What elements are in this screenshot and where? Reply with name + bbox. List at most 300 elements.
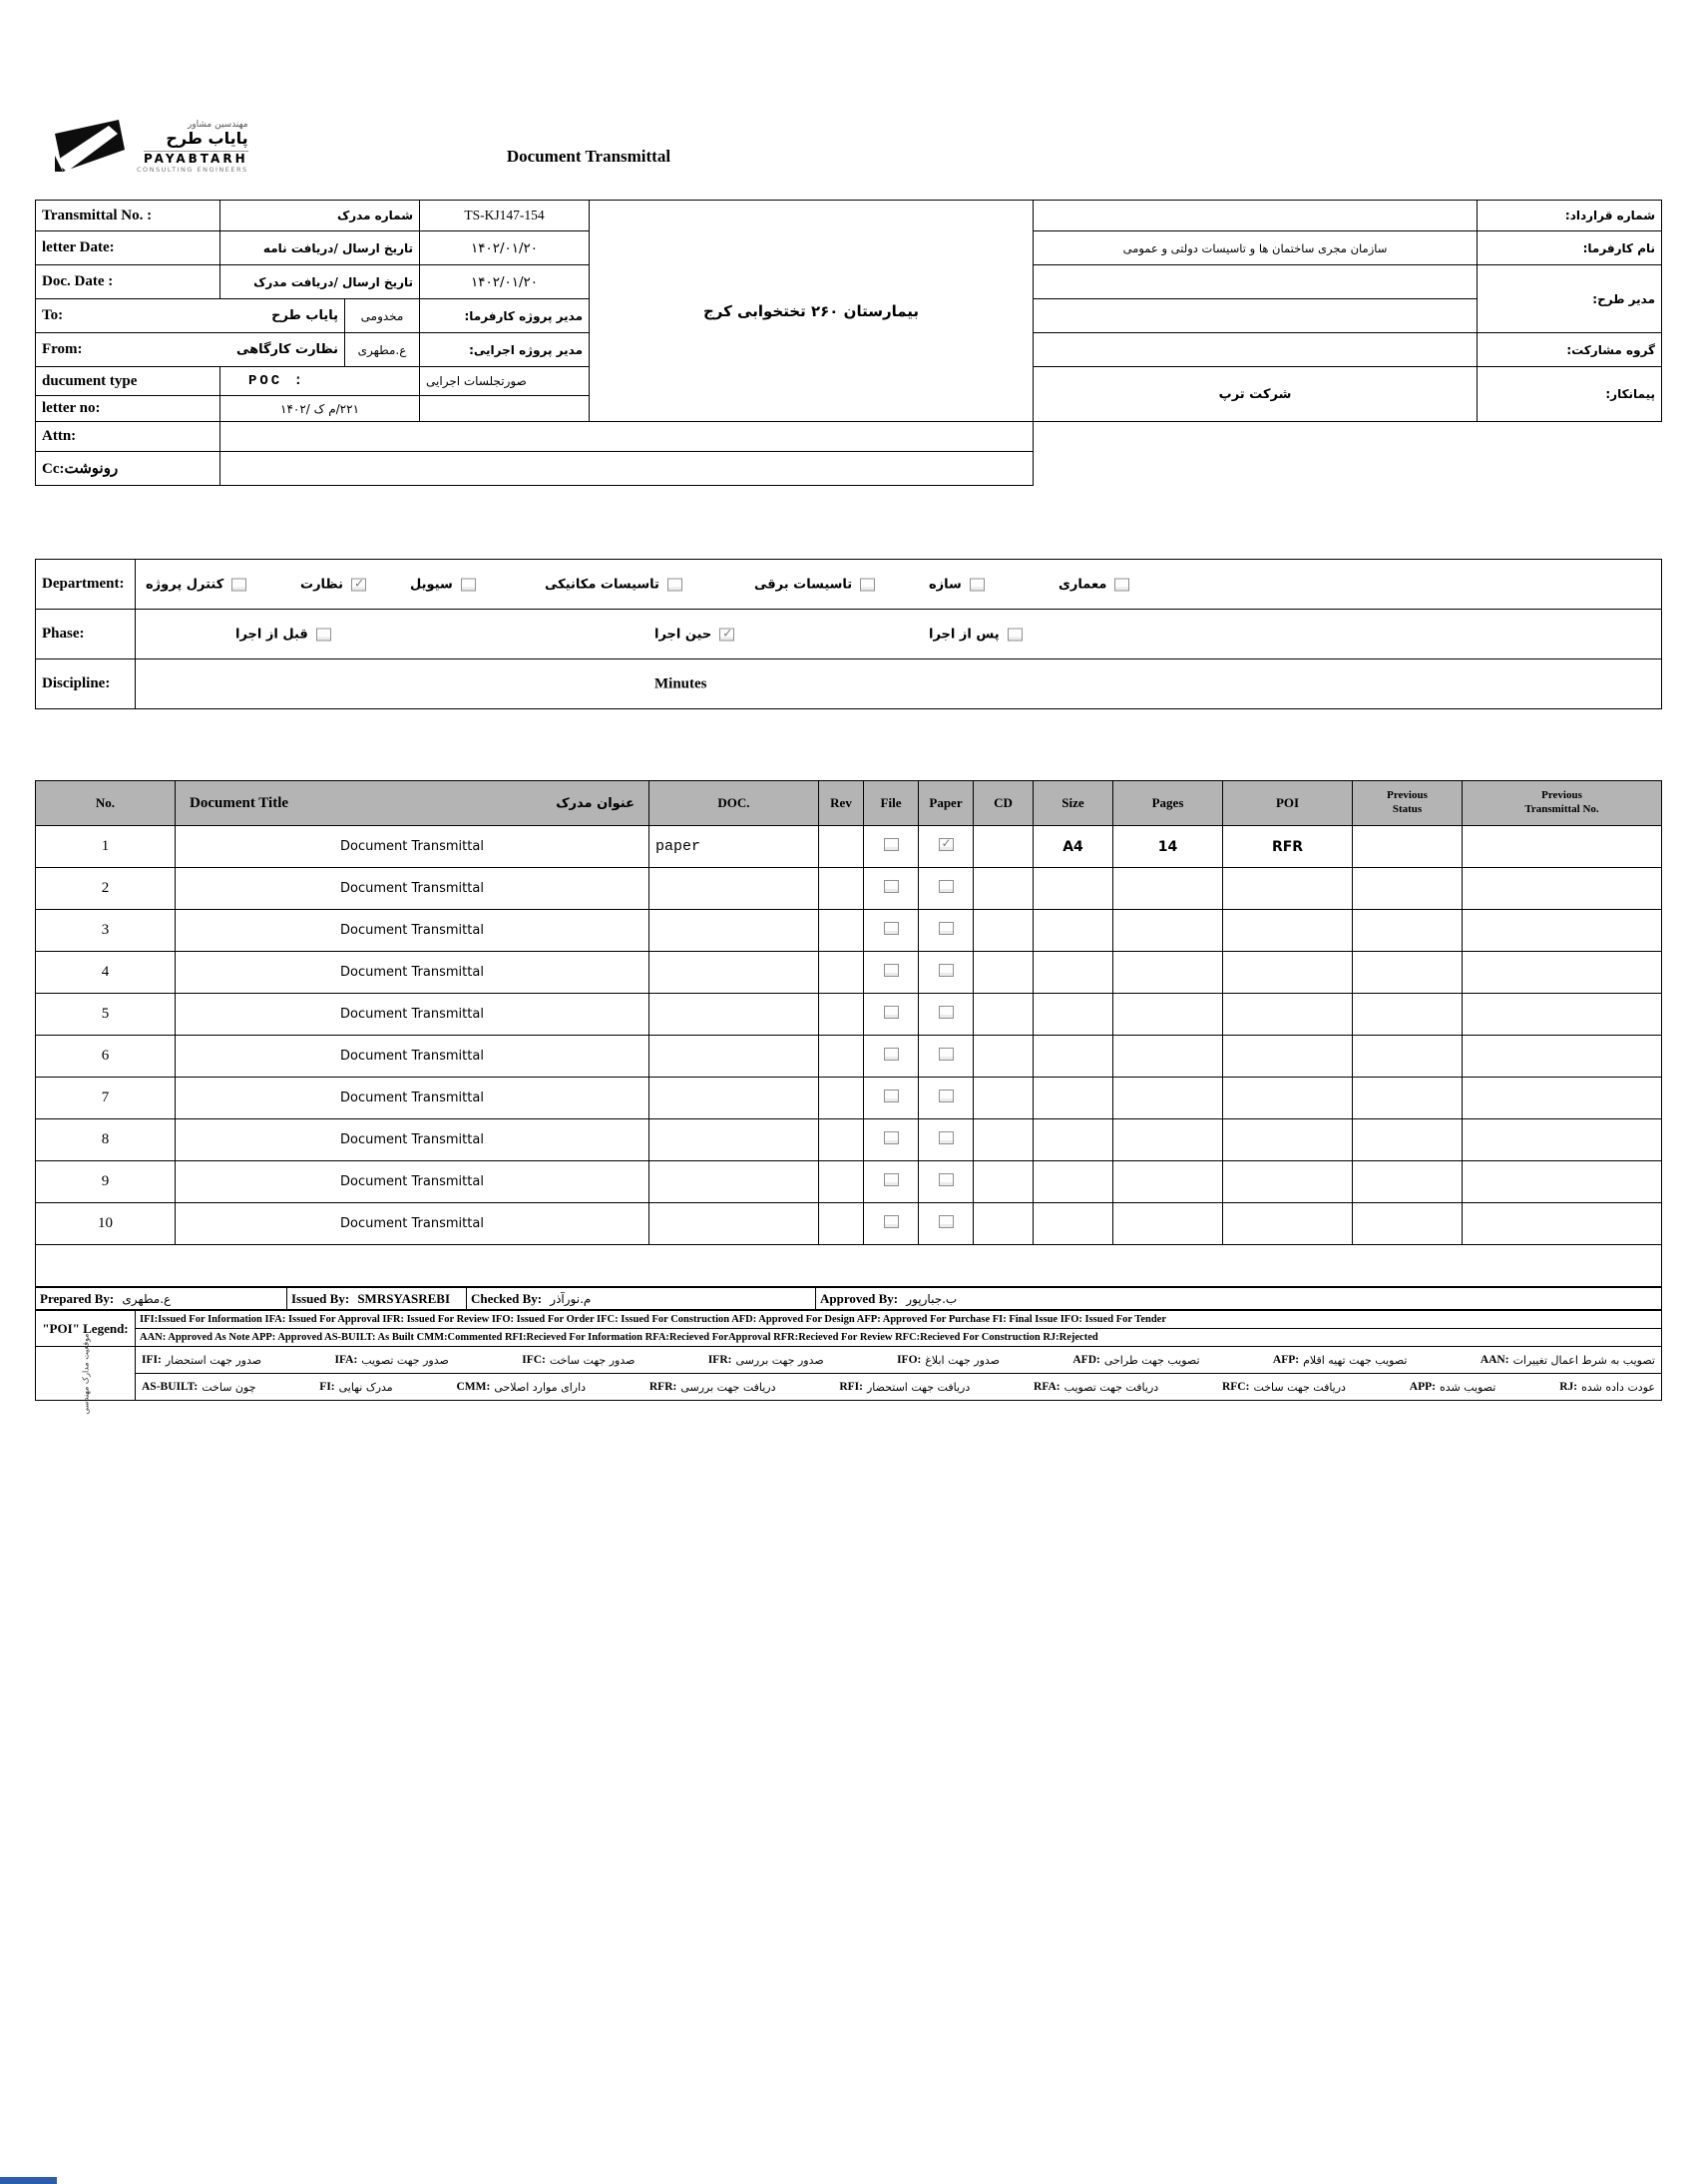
empty-cell <box>420 396 590 422</box>
row-cd <box>974 910 1034 952</box>
paper-checkbox <box>939 1090 954 1102</box>
client-pm-label: مدیر پروژه کارفرما: <box>420 299 590 333</box>
row-file-cell <box>864 1119 919 1161</box>
file-checkbox <box>884 838 899 851</box>
approved-by-value: ب.جبارپور <box>906 1291 958 1306</box>
paper-checkbox <box>939 1048 954 1061</box>
row-document-title: Document Transmittal <box>176 1078 649 1119</box>
file-checkbox <box>884 1006 899 1019</box>
row-paper-cell <box>919 1203 974 1245</box>
row-number: 3 <box>36 910 176 952</box>
phase-option-label: پس از اجرا <box>929 627 1000 642</box>
row-pages <box>1113 1078 1223 1119</box>
document-row <box>36 1161 1662 1203</box>
legend-desc: صدور جهت ساخت <box>549 1353 636 1367</box>
row-rev <box>819 1078 864 1119</box>
col-header-title <box>176 781 649 826</box>
row-poi <box>1223 952 1353 994</box>
phase-option-label: قبل از اجرا <box>235 627 308 642</box>
row-prev-transmittal <box>1463 1119 1662 1161</box>
row-pages: 14 <box>1113 826 1223 868</box>
letter-date-value: ۱۴۰۲/۰۱/۲۰ <box>420 231 590 265</box>
department-checkbox <box>231 578 246 591</box>
row-number: 5 <box>36 994 176 1036</box>
document-row <box>36 826 1662 868</box>
legend-desc: عودت داده شده <box>1581 1380 1655 1394</box>
cc-label: Cc:رونوشت <box>36 452 220 486</box>
legend-abbr: AFD: <box>1072 1354 1100 1366</box>
legend-abbr: IFO: <box>897 1354 922 1366</box>
legend-abbr: RFI: <box>839 1381 863 1393</box>
legend-item <box>1034 1381 1158 1394</box>
classification-table <box>35 559 1662 709</box>
legend-item <box>457 1381 587 1394</box>
row-file-cell <box>864 994 919 1036</box>
col-header-no: No. <box>36 781 176 826</box>
file-checkbox <box>884 1173 899 1186</box>
transmittal-no-value: TS-KJ147-154 <box>420 201 590 231</box>
row-prev-transmittal <box>1463 868 1662 910</box>
row-prev-status <box>1353 1078 1463 1119</box>
from-label: From: <box>42 341 83 357</box>
poi-legend-line2: AAN: Approved As Note APP: Approved AS-BUILT: As Built CMM:Commented RFI:Recieved For Information RFA:Recieved ForApproval RFR:Recieved For Review RFC:Recieved For Construction RJ:Rejected <box>136 1329 1662 1347</box>
legend-desc: دریافت جهت ساخت <box>1253 1380 1346 1394</box>
document-row <box>36 868 1662 910</box>
row-rev <box>819 1036 864 1078</box>
row-paper-cell <box>919 1161 974 1203</box>
letter-date-label: letter Date: <box>36 231 220 265</box>
department-option-label: معماری <box>1059 577 1107 592</box>
row-cd <box>974 1119 1034 1161</box>
legend-abbr: AAN: <box>1480 1354 1509 1366</box>
empty-area <box>36 1245 1662 1287</box>
legend-abbr: RJ: <box>1559 1381 1578 1393</box>
discipline-label: Discipline: <box>36 659 136 709</box>
contractor-value: شرکت ترپ <box>1034 367 1478 422</box>
row-prev-transmittal <box>1463 910 1662 952</box>
row-prev-transmittal <box>1463 826 1662 868</box>
transmittal-no-label: Transmittal No. : <box>36 201 220 231</box>
row-rev <box>819 952 864 994</box>
row-doc-type: paper <box>649 826 819 868</box>
legend-desc: تصویب جهت طراحی <box>1103 1353 1200 1367</box>
file-checkbox <box>884 880 899 893</box>
row-doc-type <box>649 1078 819 1119</box>
row-paper-cell <box>919 868 974 910</box>
row-document-title: Document Transmittal <box>176 1036 649 1078</box>
legend-desc: صدور جهت تصویب <box>361 1353 449 1367</box>
row-poi <box>1223 1203 1353 1245</box>
client-name-label: نام کارفرما: <box>1478 231 1662 265</box>
prepared-by-value: ع.مطهری <box>122 1291 172 1306</box>
contract-no-value <box>1034 201 1478 231</box>
row-document-title: Document Transmittal <box>176 826 649 868</box>
legend-desc: تصویب شده <box>1439 1380 1496 1394</box>
letter-no-value: ۲۲۱/م ک /۱۴۰۲ <box>220 396 420 422</box>
department-options <box>136 560 1662 610</box>
legend-item <box>1559 1381 1655 1394</box>
row-prev-transmittal <box>1463 1078 1662 1119</box>
row-file-cell <box>864 1078 919 1119</box>
row-cd <box>974 1203 1034 1245</box>
row-doc-type <box>649 994 819 1036</box>
legend-item <box>897 1354 1000 1367</box>
phase-checkbox <box>719 628 734 641</box>
col-header-size: Size <box>1034 781 1113 826</box>
row-size <box>1034 1203 1113 1245</box>
legend-desc: تصویب به شرط اعمال تغییرات <box>1512 1353 1655 1367</box>
department-option <box>929 577 985 592</box>
document-row <box>36 994 1662 1036</box>
file-checkbox <box>884 1215 899 1228</box>
row-document-title: Document Transmittal <box>176 1203 649 1245</box>
phase-checkbox <box>1008 628 1023 641</box>
blank-region <box>1034 422 1662 486</box>
row-prev-status <box>1353 1119 1463 1161</box>
legend-item <box>708 1354 824 1367</box>
col-header-prev-transmittal: Previous Transmittal No. <box>1463 781 1662 826</box>
row-prev-transmittal <box>1463 1036 1662 1078</box>
row-prev-transmittal <box>1463 1161 1662 1203</box>
row-size: A4 <box>1034 826 1113 868</box>
doc-date-label-fa: تاریخ ارسال /دریافت مدرک <box>220 265 420 299</box>
row-size <box>1034 1078 1113 1119</box>
doc-date-value: ۱۴۰۲/۰۱/۲۰ <box>420 265 590 299</box>
row-poi <box>1223 1078 1353 1119</box>
row-number: 1 <box>36 826 176 868</box>
paper-checkbox <box>939 1215 954 1228</box>
legend-item <box>1410 1381 1496 1394</box>
row-document-title: Document Transmittal <box>176 1119 649 1161</box>
row-file-cell <box>864 910 919 952</box>
row-prev-transmittal <box>1463 1203 1662 1245</box>
document-row <box>36 910 1662 952</box>
logo-name-fa: پایاب طرح <box>166 129 248 149</box>
paper-checkbox <box>939 880 954 893</box>
legend-item <box>1072 1354 1199 1367</box>
row-file-cell <box>864 826 919 868</box>
col-header-title-fa: عنوان مدرک <box>556 795 635 811</box>
row-paper-cell <box>919 910 974 952</box>
row-number: 9 <box>36 1161 176 1203</box>
company-logo <box>55 120 248 174</box>
row-poi <box>1223 994 1353 1036</box>
row-document-title: Document Transmittal <box>176 1161 649 1203</box>
col-header-poi: POI <box>1223 781 1353 826</box>
row-poi <box>1223 868 1353 910</box>
row-rev <box>819 1203 864 1245</box>
fa-legend-row2 <box>136 1374 1662 1401</box>
row-number: 4 <box>36 952 176 994</box>
logo-tagline: مهندسین مشاور <box>187 120 248 130</box>
phase-checkbox <box>316 628 331 641</box>
department-option-label: تاسیسات مکانیکی <box>545 577 659 592</box>
col-header-doc: DOC. <box>649 781 819 826</box>
legend-abbr: RFR: <box>648 1381 677 1393</box>
transmittal-no-label-fa: شماره مدرک <box>220 201 420 231</box>
row-poi: RFR <box>1223 826 1353 868</box>
row-document-title: Document Transmittal <box>176 994 649 1036</box>
legend-abbr: RFA: <box>1034 1381 1060 1393</box>
legend-desc: دارای موارد اصلاحی <box>494 1380 587 1394</box>
row-prev-status <box>1353 1203 1463 1245</box>
legend-abbr: APP: <box>1409 1381 1436 1393</box>
discipline-value: Minutes <box>654 675 707 691</box>
legend-item <box>142 1354 261 1367</box>
document-row <box>36 1078 1662 1119</box>
approved-by-label: Approved By: <box>820 1290 899 1306</box>
legend-desc: مدرک نهایی <box>338 1380 393 1394</box>
to-label: To: <box>42 307 64 323</box>
contract-no-label: شماره قرارداد: <box>1478 201 1662 231</box>
department-option-label: سیویل <box>410 577 453 592</box>
row-number: 10 <box>36 1203 176 1245</box>
poi-legend-label: "POI" Legend: <box>36 1311 136 1347</box>
row-size <box>1034 868 1113 910</box>
row-doc-type <box>649 1119 819 1161</box>
legend-item <box>1222 1381 1346 1394</box>
phase-option <box>654 627 734 642</box>
row-file-cell <box>864 1161 919 1203</box>
page-title: Document Transmittal <box>506 147 671 166</box>
row-prev-transmittal <box>1463 994 1662 1036</box>
legend-abbr: IFI: <box>142 1354 162 1366</box>
col-header-prev-status: Previous Status <box>1353 781 1463 826</box>
document-row <box>36 952 1662 994</box>
row-size <box>1034 994 1113 1036</box>
row-size <box>1034 910 1113 952</box>
col-header-paper: Paper <box>919 781 974 826</box>
row-doc-type <box>649 1203 819 1245</box>
to-value: پایاب طرح <box>271 308 338 323</box>
row-paper-cell <box>919 1119 974 1161</box>
letter-no-label: letter no: <box>36 396 220 422</box>
legend-abbr: FI: <box>319 1381 335 1393</box>
row-paper-cell <box>919 826 974 868</box>
from-value: نظارت کارگاهی <box>235 342 338 357</box>
row-size <box>1034 952 1113 994</box>
exec-pm-label: مدیر پروژه اجرایی: <box>420 333 590 367</box>
row-prev-status <box>1353 1036 1463 1078</box>
document-list-table <box>35 780 1662 1287</box>
paper-checkbox <box>939 922 954 935</box>
row-file-cell <box>864 952 919 994</box>
department-option-label: نظارت <box>300 577 343 592</box>
issued-by-label: Issued By: <box>291 1290 350 1306</box>
prepared-by-cell <box>36 1288 287 1310</box>
logo-name-en: PAYABTARH <box>143 151 248 166</box>
legend-item <box>839 1381 970 1394</box>
legend-desc: صدور جهت بررسی <box>735 1353 824 1367</box>
row-number: 6 <box>36 1036 176 1078</box>
col-header-pages: Pages <box>1113 781 1223 826</box>
attn-value <box>220 422 1034 452</box>
row-pages <box>1113 868 1223 910</box>
legend-desc: دریافت جهت تصویب <box>1063 1380 1159 1394</box>
row-cd <box>974 1036 1034 1078</box>
legend-item <box>142 1381 255 1394</box>
legend-item <box>522 1354 635 1367</box>
fa-legend-title-cell <box>36 1332 136 1415</box>
to-person: مخدومی <box>345 299 420 333</box>
phase-option-label: حین اجرا <box>654 627 712 642</box>
department-checkbox <box>1114 578 1129 591</box>
row-rev <box>819 1119 864 1161</box>
row-poi <box>1223 910 1353 952</box>
row-doc-type <box>649 910 819 952</box>
legend-abbr: AS-BUILT: <box>142 1381 199 1393</box>
paper-checkbox <box>939 1131 954 1144</box>
doc-type-label: ducument type <box>36 367 220 396</box>
department-option-label: کنترل پروژه <box>146 577 224 592</box>
row-doc-type <box>649 1036 819 1078</box>
document-list-section <box>35 780 1661 1415</box>
to-cell <box>36 299 345 333</box>
row-paper-cell <box>919 952 974 994</box>
row-cd <box>974 1161 1034 1203</box>
logo-subtitle: CONSULTING ENGINEERS <box>137 165 248 174</box>
fa-legend-title: موقعیت مدارک مهندسی <box>81 1332 90 1415</box>
file-checkbox <box>884 1048 899 1061</box>
row-pages <box>1113 1203 1223 1245</box>
row-cd <box>974 994 1034 1036</box>
row-prev-status <box>1353 826 1463 868</box>
letter-date-label-fa: تاریخ ارسال /دریافت نامه <box>220 231 420 265</box>
row-cd <box>974 1078 1034 1119</box>
from-cell <box>36 333 345 367</box>
row-number: 7 <box>36 1078 176 1119</box>
row-rev <box>819 826 864 868</box>
col-header-file: File <box>864 781 919 826</box>
row-number: 2 <box>36 868 176 910</box>
doc-type-fa: صورتجلسات اجرایی <box>420 367 590 396</box>
legend-abbr: RFC: <box>1221 1381 1250 1393</box>
legend-desc: صدور جهت ابلاغ <box>925 1353 1000 1367</box>
row-paper-cell <box>919 994 974 1036</box>
row-prev-status <box>1353 952 1463 994</box>
row-poi <box>1223 1119 1353 1161</box>
col-header-title-en: Document Title <box>190 794 289 811</box>
approved-by-cell <box>816 1288 1662 1310</box>
row-prev-status <box>1353 1161 1463 1203</box>
department-checkbox <box>667 578 682 591</box>
legend-abbr: CMM: <box>456 1381 491 1393</box>
department-checkbox <box>860 578 875 591</box>
row-rev <box>819 1161 864 1203</box>
row-cd <box>974 952 1034 994</box>
checked-by-label: Checked By: <box>471 1290 543 1306</box>
legend-item <box>1481 1354 1655 1367</box>
doc-type-code: POC : <box>220 367 420 396</box>
department-label: Department: <box>36 560 136 610</box>
department-option <box>300 577 366 592</box>
legend-item <box>649 1381 776 1394</box>
file-checkbox <box>884 964 899 977</box>
row-doc-type <box>649 868 819 910</box>
row-file-cell <box>864 1036 919 1078</box>
paper-checkbox <box>939 1173 954 1186</box>
project-name: بیمارستان ۲۶۰ تختخوابی کرج <box>590 201 1034 422</box>
row-document-title: Document Transmittal <box>176 868 649 910</box>
department-option <box>1059 577 1129 592</box>
col-header-cd: CD <box>974 781 1034 826</box>
from-person: ع.مطهری <box>345 333 420 367</box>
document-row <box>36 1036 1662 1078</box>
file-checkbox <box>884 1090 899 1102</box>
row-pages <box>1113 910 1223 952</box>
client-name-value: سازمان مجری ساختمان ها و تاسیسات دولتی و عمومی <box>1034 231 1478 265</box>
attn-label: Attn: <box>36 422 220 452</box>
row-doc-type <box>649 952 819 994</box>
row-size <box>1034 1161 1113 1203</box>
legend-desc: تصویب جهت تهیه اقلام <box>1303 1353 1408 1367</box>
design-manager-label: مدیر طرح: <box>1478 265 1662 333</box>
phase-option <box>929 627 1023 642</box>
row-pages <box>1113 1119 1223 1161</box>
row-pages <box>1113 994 1223 1036</box>
row-file-cell <box>864 1203 919 1245</box>
row-document-title: Document Transmittal <box>176 952 649 994</box>
row-prev-status <box>1353 868 1463 910</box>
row-rev <box>819 868 864 910</box>
row-document-title: Document Transmittal <box>176 910 649 952</box>
phase-label: Phase: <box>36 610 136 659</box>
checked-by-value: م.نورآذر <box>550 1291 592 1306</box>
design-manager-value-2 <box>1034 299 1478 333</box>
cc-value <box>220 452 1034 486</box>
doc-date-label: Doc. Date : <box>36 265 220 299</box>
paper-checkbox <box>939 838 954 851</box>
partnership-label: گروه مشارکت: <box>1478 333 1662 367</box>
row-cd <box>974 868 1034 910</box>
checked-by-cell <box>467 1288 816 1310</box>
transmittal-info-table <box>35 200 1662 486</box>
legend-desc: دریافت جهت بررسی <box>680 1380 776 1394</box>
legend-item <box>319 1381 392 1394</box>
document-row <box>36 1203 1662 1245</box>
legend-item <box>335 1354 449 1367</box>
file-checkbox <box>884 922 899 935</box>
legend-abbr: AFP: <box>1272 1354 1300 1366</box>
row-poi <box>1223 1161 1353 1203</box>
row-pages <box>1113 1161 1223 1203</box>
row-paper-cell <box>919 1036 974 1078</box>
legend-abbr: IFR: <box>707 1354 732 1366</box>
row-cd <box>974 826 1034 868</box>
row-pages <box>1113 1036 1223 1078</box>
paper-checkbox <box>939 1006 954 1019</box>
legend-desc: دریافت جهت استحضار <box>866 1380 971 1394</box>
contractor-label: پیمانکار: <box>1478 367 1662 422</box>
issued-by-value: SMRSYASREBI <box>357 1290 451 1306</box>
department-checkbox <box>970 578 985 591</box>
row-prev-status <box>1353 910 1463 952</box>
document-rows <box>36 826 1662 1245</box>
phase-options <box>136 610 1662 659</box>
row-file-cell <box>864 868 919 910</box>
fa-legend-row1 <box>136 1347 1662 1374</box>
row-rev <box>819 910 864 952</box>
discipline-cell <box>136 659 1662 709</box>
legend-desc: صدور جهت استحضار <box>165 1353 262 1367</box>
row-number: 8 <box>36 1119 176 1161</box>
legend-abbr: IFA: <box>334 1354 358 1366</box>
department-option <box>410 577 476 592</box>
row-pages <box>1113 952 1223 994</box>
prepared-by-label: Prepared By: <box>40 1290 115 1306</box>
row-prev-status <box>1353 994 1463 1036</box>
row-size <box>1034 1119 1113 1161</box>
